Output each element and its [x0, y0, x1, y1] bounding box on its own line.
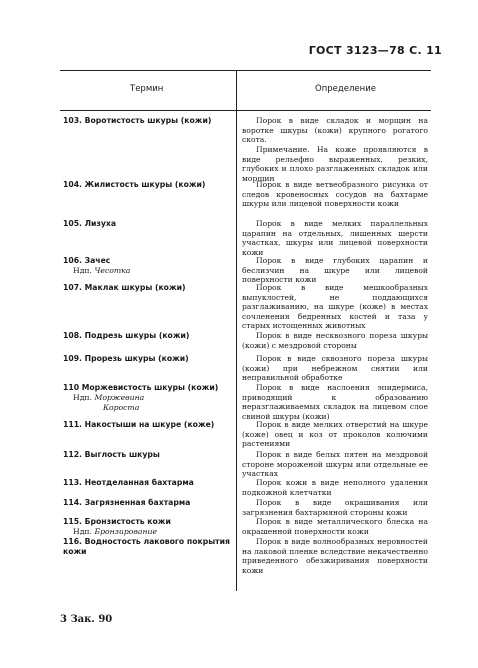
table-row-definition: Порок в виде белых пятен на мездровой стороне мороженой шкуры или отдельные ее участках — [242, 450, 428, 479]
table-row-term — [63, 283, 231, 293]
term-name: Загрязненная бахтарма — [84, 498, 191, 507]
term-name: Маклак шкуры (кожи) — [84, 283, 186, 292]
term-number: 108. — [63, 331, 82, 340]
term-number: 114. — [63, 498, 82, 507]
column-divider — [236, 70, 237, 585]
table-row-term — [63, 450, 231, 460]
term-number: 111. — [63, 420, 82, 429]
table-row-term — [63, 478, 231, 488]
term-number: 109. — [63, 354, 82, 363]
table-row-definition: Порок в виде металлического блеска на окрашенной поверхности кожи — [242, 517, 428, 536]
term-name: Бронзистость кожи — [84, 517, 171, 526]
term-number: 105. — [63, 219, 82, 228]
table-row-definition: Порок в виде мешкообразных выпуклостей, не поддающихся разглаживанию, на шкуре (коже) в местах сочленения бедренных костей и таза у старых истощенных животных — [242, 283, 428, 331]
term-name: Зачес — [84, 256, 111, 265]
table-row-definition: Порок в виде глубоких царапин и беслизчин на шкуре или лицевой поверхности кожи — [242, 256, 428, 285]
table-row-definition: Порок в виде мелких параллельных царапин на отдельных, лишенных шерсти участках, шкуры или лицевой поверхности кожи — [242, 219, 428, 257]
table-row-definition: Порок в виде мелких отверстий на шкуре (коже) овец и коз от проколов колючими растениями — [242, 420, 428, 449]
table-row-definition: Порок в виде сквозного пореза шкуры (кожи) при небрежном снятии или неправильной обработке — [242, 354, 428, 383]
term-name: Выглость шкуры — [84, 450, 160, 459]
table-header-rule — [60, 110, 431, 111]
term-name: Водностость лакового покрытия кожи — [63, 537, 230, 556]
table-row-definition: Порок в виде окрашивания или загрязнения бахтармяной стороны кожи — [242, 498, 428, 517]
column-header-term: Термин — [130, 84, 164, 94]
table-row-term — [63, 219, 231, 229]
table-row-definition: Порок в виде наслоения эпидермиса, приводящий к образованию неразглаживаемых складок на лицевом слое свиной шкуры (кожи) — [242, 383, 428, 421]
term-name: Жилистость шкуры (кожи) — [84, 180, 206, 189]
table-row-term — [63, 354, 231, 364]
table-row-term — [63, 256, 231, 276]
table-row-term — [63, 331, 231, 341]
column-header-definition: Определение — [315, 84, 376, 94]
term-name: Прорезь шкуры (кожи) — [84, 354, 189, 363]
term-deprecated: Короста — [103, 403, 140, 412]
table-row-term — [63, 383, 231, 413]
term-number: 112. — [63, 450, 82, 459]
table-row-definition: Порок в виде складок и морщин на воротке шкуры (кожи) крупного рогатого скота. — [242, 116, 428, 145]
table-row-note: Примечание. На коже проявляются в виде рельефно выраженных, резких, глубоких и плохо разглаженных складок или морщин — [242, 145, 428, 183]
term-number: 104. — [63, 180, 82, 189]
term-number: 116. — [63, 537, 82, 546]
term-name: Лизуха — [84, 219, 117, 228]
table-row-definition: Порок в виде ветвеобразного рисунка от следов кровеносных сосудов на бахтарме шкуры или лицевой поверхности кожи — [242, 180, 428, 209]
table-row-term — [63, 537, 231, 557]
table-row-definition: Порок в виде волнообразных неровностей на лаковой пленке вследствие некачественно приведенного обезжиривания поверхности кожи — [242, 537, 428, 575]
term-name: Моржевистость шкуры (кожи) — [81, 383, 219, 392]
term-number: 110 — [63, 383, 80, 392]
table-row-term — [63, 420, 231, 430]
term-deprecated: Ндп. Чесотка — [73, 266, 131, 275]
term-name: Неотделанная бахтарма — [84, 478, 194, 487]
page-header: ГОСТ 3123—78 С. 11 — [308, 44, 442, 57]
page-footer: 3 Зак. 90 — [60, 614, 113, 625]
term-number: 113. — [63, 478, 82, 487]
term-deprecated: Ндп. Моржевина — [73, 393, 145, 402]
term-number: 107. — [63, 283, 82, 292]
table-row-term — [63, 517, 231, 537]
table-row-term — [63, 116, 231, 126]
term-number: 103. — [63, 116, 82, 125]
table-row-definition: Порок кожи в виде неполного удаления подкожной клетчатки — [242, 478, 428, 497]
table-row-term — [63, 498, 231, 508]
table-row-term — [63, 180, 231, 190]
term-deprecated: Ндп. Бронзирование — [73, 527, 158, 536]
table-header-row — [60, 70, 430, 112]
term-name: Подрезь шкуры (кожи) — [84, 331, 190, 340]
term-number: 106. — [63, 256, 82, 265]
table-row-definition: Порок в виде несквозного пореза шкуры (кожи) с мездровой стороны — [242, 331, 428, 350]
column-divider-end — [236, 585, 237, 591]
term-number: 115. — [63, 517, 82, 526]
term-name: Накостыши на шкуре (коже) — [84, 420, 215, 429]
term-name: Воротистость шкуры (кожи) — [84, 116, 212, 125]
